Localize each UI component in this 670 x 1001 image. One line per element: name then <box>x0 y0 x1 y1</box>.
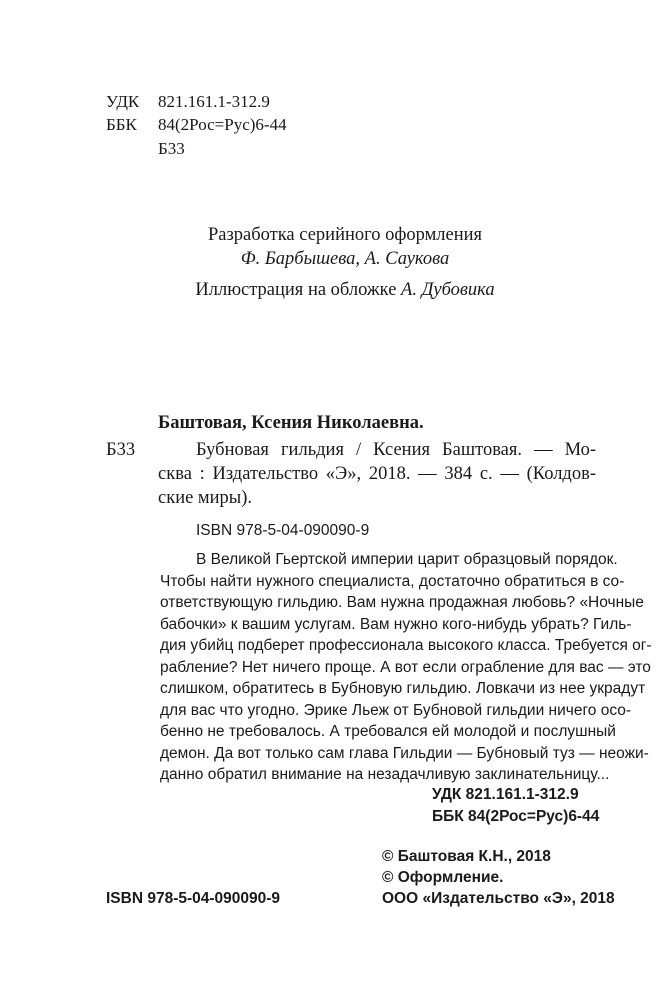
annotation-line: для вас что угодно. Эрике Льеж от Бубновой гильдии ничего осо- <box>160 701 632 719</box>
author-mark: Б33 <box>106 440 136 460</box>
copyright-design: © Оформление. <box>382 869 504 886</box>
series-design-names: Ф. Барбышева, А. Саукова <box>240 249 450 269</box>
udk-value: 821.161.1-312.9 <box>158 92 270 111</box>
bbk-label: ББК <box>106 115 137 134</box>
isbn-line: ISBN 978-5-04-090090-9 <box>196 522 370 539</box>
annotation-line: бабочки» к вашим услугам. Вам нужно кого-нибудь убрать? Гиль- <box>160 615 632 633</box>
cover-illustrator-name: А. Дубовика <box>401 280 495 300</box>
bbk-row <box>106 115 287 135</box>
author-mark-top: Б33 <box>158 139 185 158</box>
annotation-line: бенно не требовалось. А требовался ей молодой и послушный <box>160 723 616 740</box>
series-design-credits <box>120 225 570 301</box>
annotation-line: слишком, обратитесь в Бубновую гильдию. Ловкачи из нее украдут <box>160 680 646 697</box>
cover-illustration-credit <box>120 280 570 301</box>
udk-bottom: УДК 821.161.1-312.9 <box>432 786 579 803</box>
bbk-value: 84(2Рос=Рус)6-44 <box>158 115 287 134</box>
udk-label: УДК <box>106 92 140 111</box>
copyright-author: © Баштовая К.Н., 2018 <box>382 848 551 865</box>
annotation-line: данно обратил внимание на незадачливую заклинательницу... <box>160 766 610 783</box>
biblio-line: Бубновая гильдия / Ксения Баштовая. — Мо- <box>196 440 596 460</box>
annotation-line: В Великой Гьертской империи царит образцовый порядок. <box>196 551 618 568</box>
annotation-line: рабление? Нет ничего проще. А вот если ограбление для вас — это <box>160 658 651 676</box>
annotation <box>160 551 652 783</box>
series-design-label: Разработка серийного оформления <box>207 225 483 245</box>
isbn-footer: ISBN 978-5-04-090090-9 <box>106 890 281 907</box>
annotation-line: демон. Да вот только сам глава Гильдии — Бубновый туз — неожи- <box>160 744 649 762</box>
author-heading: Баштовая, Ксения Николаевна. <box>158 413 424 433</box>
bbk-bottom: ББК 84(2Рос=Рус)6-44 <box>432 808 600 825</box>
annotation-line: Чтобы найти нужного специалиста, достаточно обратиться в со- <box>160 572 625 590</box>
annotation-line: дия убийц подберет профессионала высокого класса. Требуется ог- <box>160 637 652 654</box>
cover-illustration-label: Иллюстрация на обложке <box>195 280 397 300</box>
copyright-publisher: ООО «Издательство «Э», 2018 <box>382 890 615 907</box>
udk-row <box>106 92 270 112</box>
biblio-line: ские миры). <box>158 488 253 508</box>
biblio-line: сква : Издательство «Э», 2018. — 384 с. — (Колдов- <box>158 464 596 484</box>
annotation-line: ответствующую гильдию. Вам нужна продажная любовь? «Ночные <box>160 594 644 611</box>
